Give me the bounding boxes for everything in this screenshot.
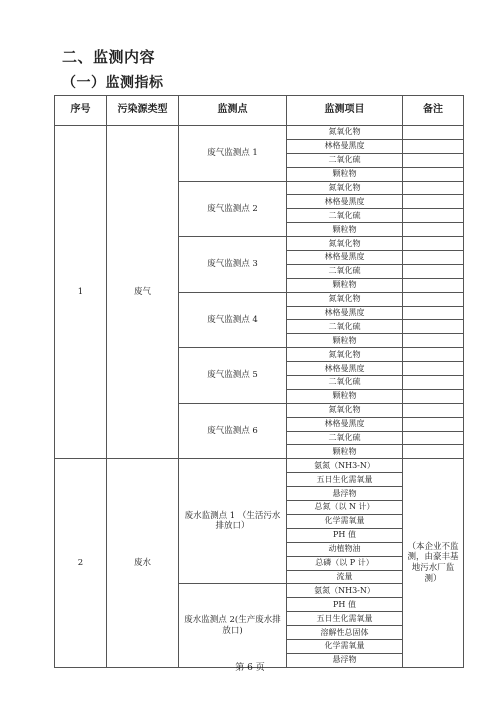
remarks-cell [403, 126, 464, 140]
remarks-cell: （本企业不监测，由豪丰基地污水厂监测） [403, 459, 464, 667]
monitoring-item: 林格曼黑度 [287, 139, 403, 153]
monitoring-item: PH 值 [287, 598, 403, 612]
monitoring-item: 悬浮物 [287, 653, 403, 667]
remarks-cell [403, 445, 464, 459]
monitoring-item: 林格曼黑度 [287, 362, 403, 376]
monitoring-item: 颗粒物 [287, 223, 403, 237]
remarks-cell [403, 431, 464, 445]
remarks-cell [403, 181, 464, 195]
table-body [55, 126, 464, 668]
remarks-cell [403, 264, 464, 278]
subsection-heading: （一）监测指标 [62, 75, 164, 91]
monitoring-item: 二氧化硫 [287, 264, 403, 278]
monitoring-item: 林格曼黑度 [287, 251, 403, 265]
monitoring-item: 氮氧化物 [287, 348, 403, 362]
table-header-row [55, 96, 464, 126]
monitoring-item: 林格曼黑度 [287, 195, 403, 209]
monitoring-item: 悬浮物 [287, 487, 403, 501]
monitoring-item: 动植物油 [287, 542, 403, 556]
monitoring-item: 氮氧化物 [287, 237, 403, 251]
monitoring-item: 颗粒物 [287, 334, 403, 348]
remarks-cell [403, 195, 464, 209]
monitoring-item: 溶解性总固体 [287, 626, 403, 640]
monitoring-item: 二氧化硫 [287, 209, 403, 223]
header-monitoring-item: 监测项目 [287, 96, 403, 126]
remarks-cell [403, 417, 464, 431]
monitoring-item: 总氮（以 N 计） [287, 501, 403, 515]
table-row [55, 126, 464, 140]
monitoring-point: 废气监测点 5 [179, 348, 287, 404]
monitoring-item: 氨氮（NH3-N） [287, 459, 403, 473]
remarks-cell [403, 292, 464, 306]
remarks-cell [403, 306, 464, 320]
monitoring-item: 林格曼黑度 [287, 306, 403, 320]
row-number: 1 [55, 126, 107, 459]
remarks-cell [403, 139, 464, 153]
table-row [55, 459, 464, 473]
monitoring-table [54, 95, 464, 668]
header-source-type: 污染源类型 [107, 96, 179, 126]
monitoring-item: 颗粒物 [287, 445, 403, 459]
monitoring-item: 二氧化硫 [287, 376, 403, 390]
remarks-cell [403, 376, 464, 390]
monitoring-item: 五日生化需氧量 [287, 473, 403, 487]
remarks-cell [403, 251, 464, 265]
monitoring-item: 氮氧化物 [287, 292, 403, 306]
monitoring-point: 废气监测点 1 [179, 126, 287, 182]
remarks-cell [403, 237, 464, 251]
monitoring-item: 化学需氧量 [287, 639, 403, 653]
monitoring-point: 废气监测点 4 [179, 292, 287, 348]
monitoring-item: PH 值 [287, 528, 403, 542]
header-monitoring-point: 监测点 [179, 96, 287, 126]
header-remarks: 备注 [403, 96, 464, 126]
monitoring-item: 五日生化需氧量 [287, 612, 403, 626]
remarks-cell [403, 278, 464, 292]
monitoring-item: 二氧化硫 [287, 153, 403, 167]
monitoring-item: 化学需氧量 [287, 514, 403, 528]
monitoring-item: 颗粒物 [287, 278, 403, 292]
remarks-cell [403, 362, 464, 376]
monitoring-point: 废气监测点 6 [179, 403, 287, 459]
remarks-cell [403, 403, 464, 417]
page-number: 第 6 页 [235, 663, 265, 673]
remarks-cell [403, 209, 464, 223]
remarks-cell [403, 320, 464, 334]
monitoring-item: 颗粒物 [287, 389, 403, 403]
remarks-cell [403, 223, 464, 237]
monitoring-item: 氨氮（NH3-N） [287, 584, 403, 598]
monitoring-point: 废气监测点 3 [179, 237, 287, 293]
monitoring-point: 废水监测点 1 （生活污水排放口） [179, 459, 287, 584]
monitoring-point: 废水监测点 2(生产废水排放口) [179, 584, 287, 667]
source-type: 废气 [107, 126, 179, 459]
monitoring-item: 氮氧化物 [287, 403, 403, 417]
source-type: 废水 [107, 459, 179, 667]
remarks-cell [403, 167, 464, 181]
monitoring-item: 流量 [287, 570, 403, 584]
monitoring-item: 颗粒物 [287, 167, 403, 181]
remarks-cell [403, 348, 464, 362]
remarks-cell [403, 153, 464, 167]
monitoring-item: 总磷（以 P 计） [287, 556, 403, 570]
row-number: 2 [55, 459, 107, 667]
monitoring-item: 二氧化硫 [287, 320, 403, 334]
monitoring-item: 二氧化硫 [287, 431, 403, 445]
remarks-cell [403, 334, 464, 348]
monitoring-item: 氮氧化物 [287, 126, 403, 140]
monitoring-item: 氮氧化物 [287, 181, 403, 195]
monitoring-point: 废气监测点 2 [179, 181, 287, 237]
section-heading: 二、监测内容 [62, 48, 156, 66]
remarks-cell [403, 389, 464, 403]
header-no: 序号 [55, 96, 107, 126]
monitoring-item: 林格曼黑度 [287, 417, 403, 431]
